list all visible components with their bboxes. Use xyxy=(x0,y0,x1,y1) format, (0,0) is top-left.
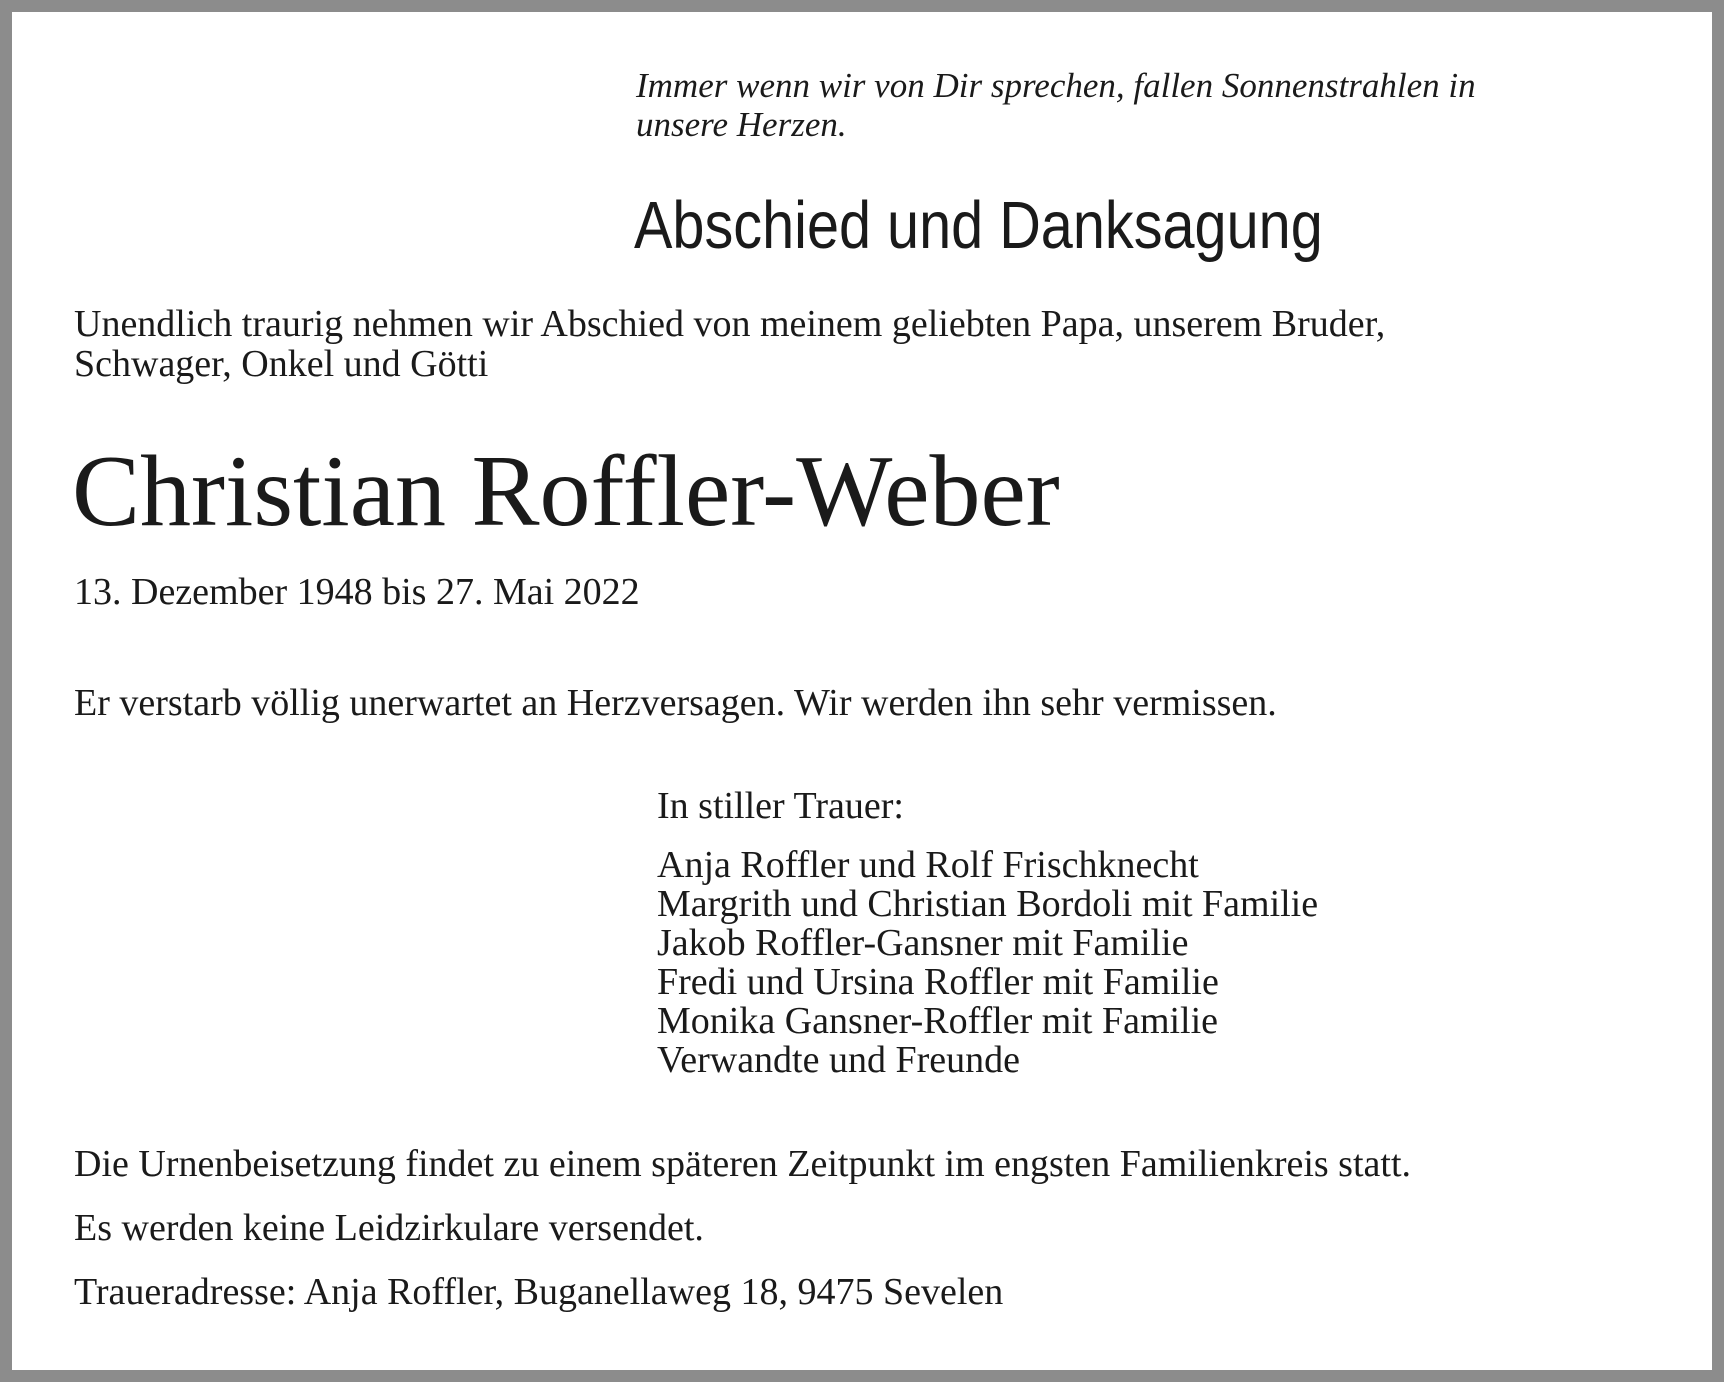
mourner-item: Margrith und Christian Bordoli mit Familie xyxy=(657,883,1319,925)
motto-quote xyxy=(636,66,1656,144)
motto-line-2: unsere Herzen. xyxy=(636,105,847,144)
mourner-item: Fredi und Ursina Roffler mit Familie xyxy=(657,961,1219,1003)
deceased-name: Christian Roffler-Weber xyxy=(72,435,1060,548)
intro-line-1: Unendlich traurig nehmen wir Abschied von meinem geliebten Papa, unserem Bruder, xyxy=(74,303,1386,345)
motto-line-1: Immer wenn wir von Dir sprechen, fallen Sonnenstrahlen in xyxy=(636,66,1476,105)
mourning-title: In stiller Trauer: xyxy=(657,785,904,827)
mourner-item: Anja Roffler und Rolf Frischknecht xyxy=(657,844,1199,886)
intro-line-2: Schwager, Onkel und Götti xyxy=(74,343,489,385)
mourner-item: Jakob Roffler-Gansner mit Familie xyxy=(657,922,1189,964)
circulars-note: Es werden keine Leidzirkulare versendet. xyxy=(74,1207,704,1249)
mourner-item: Verwandte und Freunde xyxy=(657,1039,1021,1081)
mourners-block xyxy=(657,787,1318,1080)
notice-heading: Abschied und Danksagung xyxy=(634,188,1323,263)
mourning-address: Traueradresse: Anja Roffler, Buganellaweg 18, 9475 Sevelen xyxy=(74,1271,1004,1313)
closing-notes xyxy=(74,1142,1411,1334)
intro-text xyxy=(74,304,1385,384)
life-dates: 13. Dezember 1948 bis 27. Mai 2022 xyxy=(74,571,640,613)
burial-note: Die Urnenbeisetzung findet zu einem späteren Zeitpunkt im engsten Familienkreis statt. xyxy=(74,1143,1412,1185)
mourner-item: Monika Gansner-Roffler mit Familie xyxy=(657,1000,1219,1042)
cause-text: Er verstarb völlig unerwartet an Herzversagen. Wir werden ihn sehr vermissen. xyxy=(74,682,1277,724)
